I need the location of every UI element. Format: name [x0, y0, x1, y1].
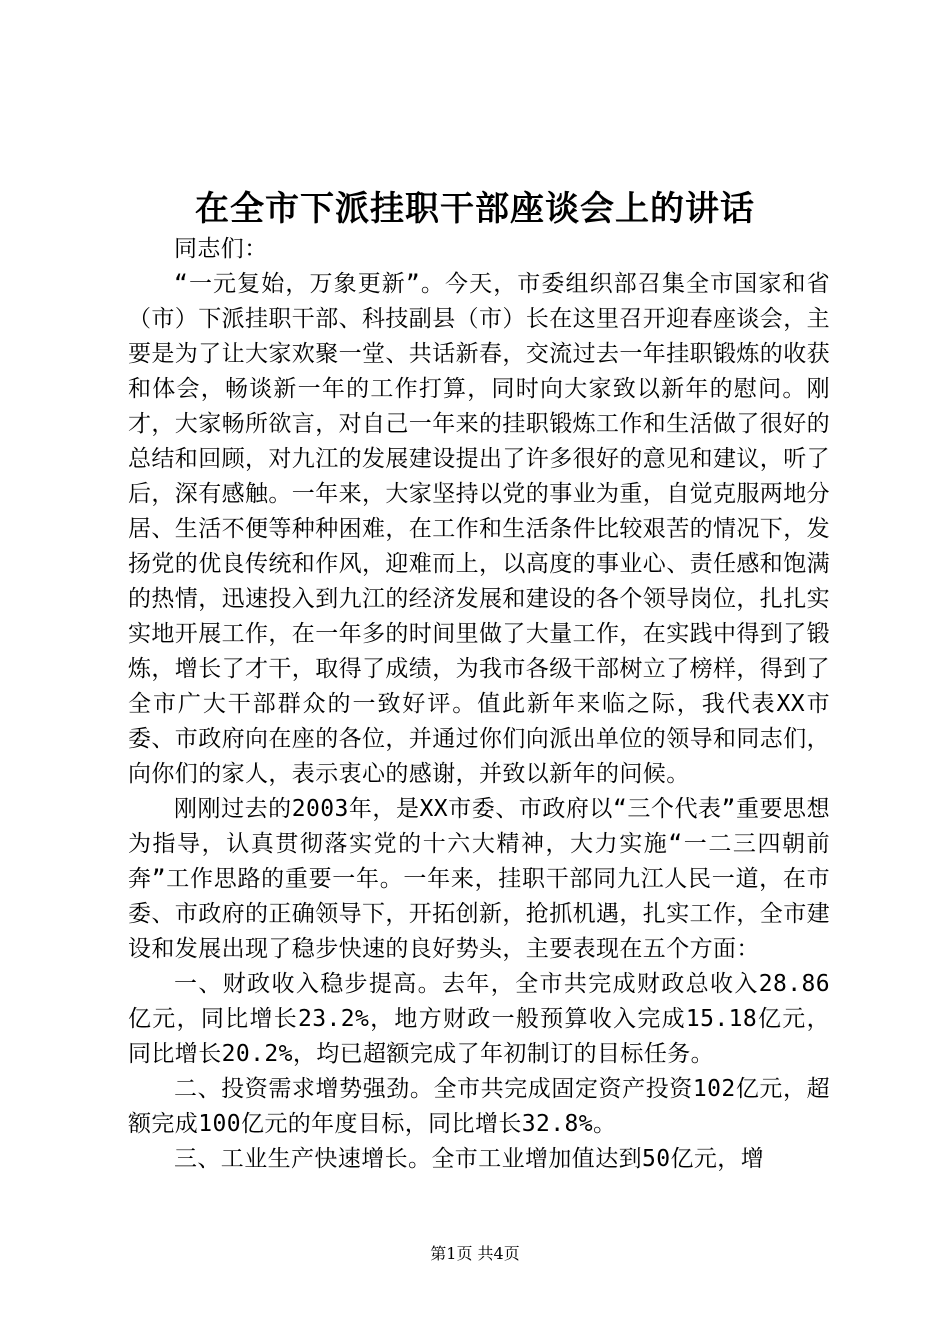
document-body — [128, 232, 830, 1177]
paragraph: “一元复始，万象更新”。今天，市委组织部召集全市国家和省（市）下派挂职干部、科技副县（市）长在这里召开迎春座谈会，主要是为了让大家欢聚一堂、共话新春，交流过去一年挂职锻炼的收获和体会，畅谈新一年的工作打算，同时向大家致以新年的慰问。刚才，大家畅所欲言，对自己一年来的挂职锻炼工作和生活做了很好的总结和回顾，对九江的发展建设提出了许多很好的意见和建议，听了后，深有感触。一年来，大家坚持以党的事业为重，自觉克服两地分居、生活不便等种种困难，在工作和生活条件比较艰苦的情况下，发扬党的优良传统和作风，迎难而上，以高度的事业心、责任感和饱满的热情，迅速投入到九江的经济发展和建设的各个领导岗位，扎扎实实地开展工作，在一年多的时间里做了大量工作，在实践中得到了锻炼，增长了才干，取得了成绩，为我市各级干部树立了榜样，得到了全市广大干部群众的一致好评。值此新年来临之际，我代表XX市委、市政府向在座的各位，并通过你们向派出单位的领导和同志们，向你们的家人，表示衷心的感谢，并致以新年的问候。 — [128, 271, 830, 787]
paragraph: 二、投资需求增势强劲。全市共完成固定资产投资102亿元，超额完成100亿元的年度目标，同比增长32.8%。 — [128, 1076, 830, 1137]
greeting: 同志们： — [174, 236, 268, 262]
paragraph: 刚刚过去的2003年，是XX市委、市政府以“三个代表”重要思想为指导，认真贯彻落实党的十六大精神，大力实施“一二三四朝前奔”工作思路的重要一年。一年来，挂职干部同九江人民一道，在市委、市政府的正确领导下，开拓创新，抢抓机遇，扎实工作，全市建设和发展出现了稳步快速的良好势头，主要表现在五个方面： — [128, 796, 830, 962]
document-title: 在全市下派挂职干部座谈会上的讲话 — [195, 189, 755, 229]
paragraph: 三、工业生产快速增长。全市工业增加值达到50亿元，增 — [174, 1146, 765, 1172]
page-number-footer: 第1页 共4页 — [430, 1244, 520, 1263]
paragraph: 一、财政收入稳步提高。去年，全市共完成财政总收入28.86亿元，同比增长23.2%，地方财政一般预算收入完成15.18亿元，同比增长20.2%，均已超额完成了年初制订的目标任务。 — [128, 971, 830, 1067]
